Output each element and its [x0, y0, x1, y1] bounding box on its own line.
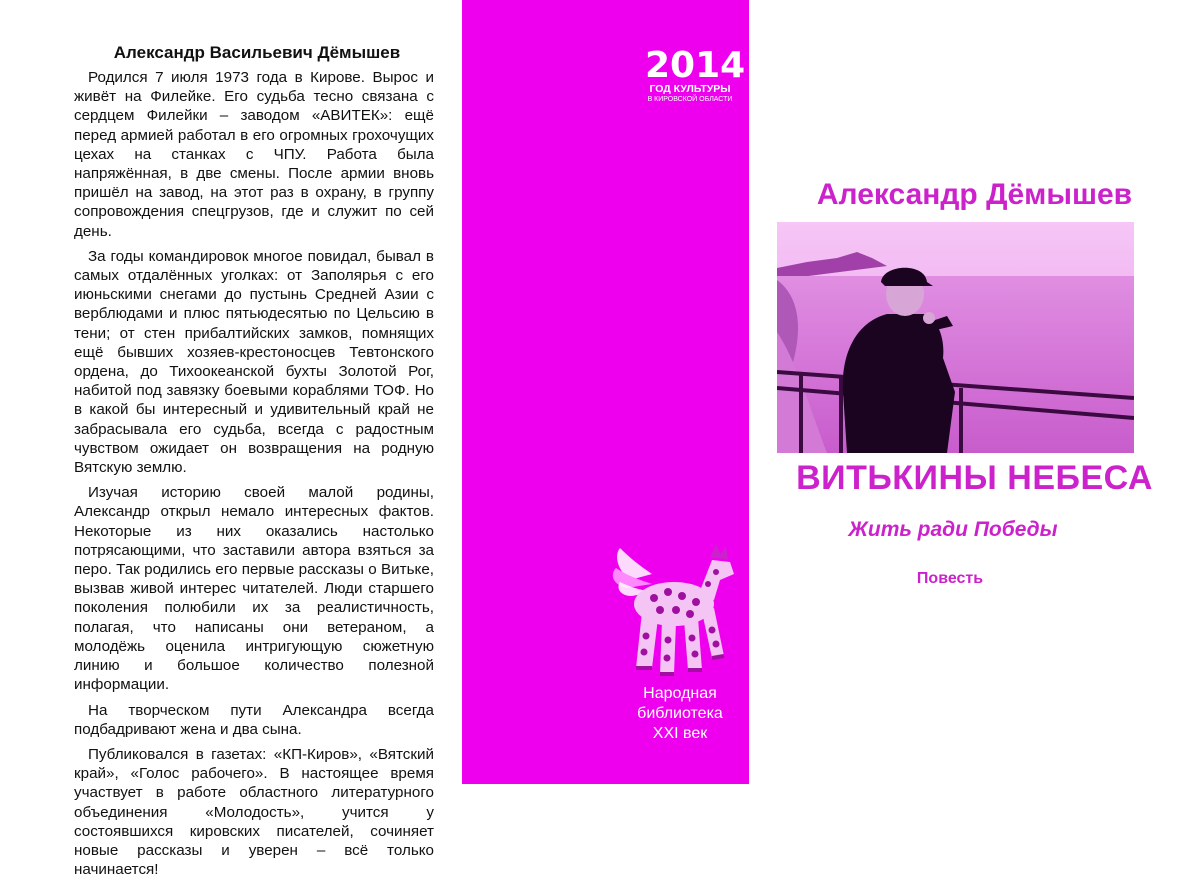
dymkovo-horse-icon — [612, 540, 737, 680]
book-genre: Повесть — [916, 570, 984, 587]
bio-paragraph: Публиковался в газетах: «КП-Киров», «Вятский край», «Голос рабочего». В настоящее время участвует в работе областного литературного объединения «Молодость», учится у состоявшихся кировских писателей, сочиняет новые рассказы и уверен – всё только начинается! — [74, 745, 434, 879]
spine — [462, 0, 749, 784]
author-photo — [777, 222, 1134, 453]
author-full-name-heading: Александр Васильевич Дёмышев — [113, 43, 401, 62]
bio-paragraph: Родился 7 июля 1973 года в Кирове. Вырос и живёт на Филейке. Его судьба тесно связана с сердцем Филейки – заводом «АВИТЕК»: ещё перед армией работал в его огромных грохочущих цехах на станках с ЧПУ. Работа была напряжённая, в две смены. После армии вновь пришёл на завод, на этот раз в охрану, в группу сопровождения спецгрузов, где и служит по сей день. — [74, 69, 434, 240]
back-cover — [0, 0, 462, 879]
series-line2: библиотека — [637, 705, 723, 722]
front-cover — [749, 0, 1200, 784]
series-line3: XXI век — [652, 725, 708, 742]
author-name: Александр Дёмышев — [816, 178, 1133, 211]
logo-year: 2014 — [645, 45, 746, 86]
year-of-culture-logo — [645, 45, 746, 104]
book-subtitle: Жить ради Победы — [848, 518, 1058, 541]
logo-line1: ГОД КУЛЬТУРЫ — [649, 83, 731, 95]
series-label — [615, 684, 745, 744]
bio-paragraph: За годы командировок многое повидал, бывал в самых отдалённых уголках: от Заполярья с его июньскими снегами до пустынь Средней Азии с верблюдами и плюс пятьюдесятью по Цельсию в тени; от стен прибалтийских замков, помнящих ещё бывших хозяев-крестоносцев Тевтонского ордена, до Тихоокеанской бухты Золотой Рог, набитой под завязку боевыми кораблями ТОФ. Но в какой бы интересный и удивительный край не забрасывала его судьба, всегда с радостным чувством ожидает он возвращения на родную Вятскую землю. — [74, 247, 434, 477]
bio-paragraph: На творческом пути Александра всегда подбадривают жена и два сына. — [74, 701, 434, 738]
logo-line2: В КИРОВСКОЙ ОБЛАСТИ — [647, 96, 733, 103]
author-biography — [74, 68, 434, 885]
series-line1: Народная — [643, 685, 717, 702]
book-title: ВИТЬКИНЫ НЕБЕСА — [796, 459, 1153, 497]
bio-paragraph: Изучая историю своей малой родины, Александр открыл немало интересных фактов. Некоторые из них оказались настолько потрясающими, что заставили автора взяться за перо. Так родились его первые рассказы о Витьке, вызвав живой интерес читателей. Люди старшего поколения полюбили их за реалистичность, полагая, что написаны они ветераном, а молодёжь оценила интригующую сюжетную линию и большое количество полезной информации. — [74, 484, 434, 694]
